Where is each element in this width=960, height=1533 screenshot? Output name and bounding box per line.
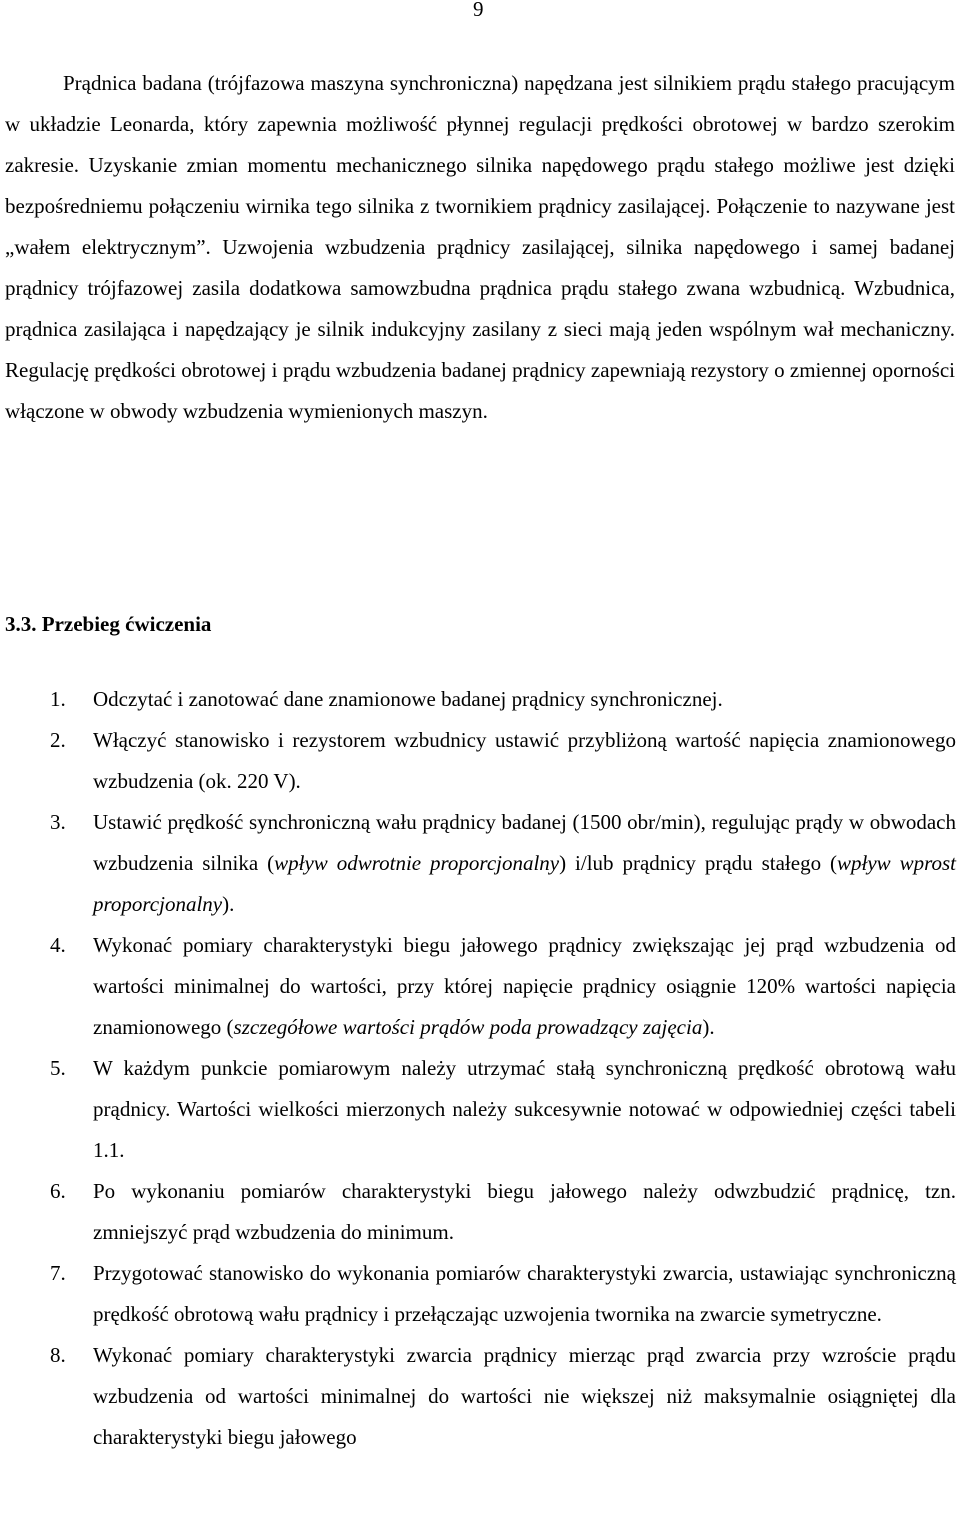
step-italic-note: wpływ wprost proporcjonalny (93, 851, 956, 916)
procedure-step-5 (0, 1048, 956, 1171)
step-number: 5. (50, 1056, 66, 1080)
step-number: 8. (50, 1343, 66, 1367)
intro-sentence-1: Prądnica badana (trójfazowa maszyna synchroniczna) napędzana jest silnikiem prądu stałego pracującym w układzie Leonarda, który zapewnia możliwość płynnej regulacji prędkości obrotowej w bardzo szerokim zakresie. (5, 71, 955, 177)
step-number: 1. (50, 687, 66, 711)
procedure-step-7 (0, 1253, 956, 1335)
step-text-part: Ustawić prędkość synchroniczną wału prądnicy badanej (1500 obr/min), regulując prądy w obwodach wzbudzenia silnika ( (93, 810, 956, 875)
step-text-part: Wykonać pomiary charakterystyki biegu jałowego prądnicy zwiększając jej prąd wzbudzenia od wartości minimalnej do wartości, przy której napięcie prądnicy osiągnie 120% wartości napięcia znamionowego ( (93, 933, 956, 1039)
step-text: Odczytać i zanotować dane znamionowe badanej prądnicy synchronicznej. (93, 687, 723, 711)
procedure-steps-list (0, 679, 956, 1458)
step-text: Wykonać pomiary charakterystyki zwarcia prądnicy mierząc prąd zwarcia przy wzroście prądu wzbudzenia od wartości minimalnej do wartości nie większej niż maksymalnie osiągniętej dla charakterystyki biegu jałowego (93, 1343, 956, 1449)
procedure-step-8 (0, 1335, 956, 1458)
step-number: 3. (50, 810, 66, 834)
intro-sentence-2: Uzyskanie zmian momentu mechanicznego silnika napędowego prądu stałego możliwe jest dzięki bezpośredniemu połączeniu wirnika tego silnika z twornikiem prądnicy zasilającej. (5, 153, 955, 218)
page-number: 9 (473, 0, 484, 21)
procedure-step-2 (0, 720, 956, 802)
step-text-part: ) i/lub prądnicy prądu stałego ( (559, 851, 837, 875)
step-text-part: ). (222, 892, 235, 916)
step-number: 2. (50, 728, 66, 752)
procedure-step-3 (0, 802, 956, 925)
step-text (93, 802, 956, 925)
step-text: Przygotować stanowisko do wykonania pomiarów charakterystyki zwarcia, ustawiając synchroniczną prędkość obrotową wału prądnicy i przełączając uzwojenia twornika na zwarcie symetryczne. (93, 1261, 956, 1326)
step-text: W każdym punkcie pomiarowym należy utrzymać stałą synchroniczną prędkość obrotową wału prądnicy. Wartości wielkości mierzonych należy sukcesywnie notować w odpowiedniej części tabeli 1.1. (93, 1056, 956, 1162)
intro-sentence-5: Wzbudnica, prądnica zasilająca i napędzający je silnik indukcyjny zasilany z sieci mają jeden wspólnym wał mechaniczny. (5, 276, 955, 341)
intro-sentence-3: Połączenie to nazywane jest „wałem elektrycznym”. (5, 194, 956, 259)
step-text: Włączyć stanowisko i rezystorem wzbudnicy ustawić przybliżoną wartość napięcia znamionowego wzbudzenia (ok. 220 V). (93, 728, 956, 793)
procedure-step-4 (0, 925, 956, 1048)
step-number: 6. (50, 1179, 66, 1203)
step-text (93, 925, 956, 1048)
step-number: 4. (50, 933, 66, 957)
step-italic-note: wpływ odwrotnie proporcjonalny (274, 851, 560, 875)
section-heading: 3.3. Przebieg ćwiczenia (5, 612, 212, 636)
intro-paragraph (5, 63, 955, 432)
step-text-part: ). (702, 1015, 715, 1039)
step-text: Po wykonaniu pomiarów charakterystyki biegu jałowego należy odwzbudzić prądnicę, tzn. zmniejszyć prąd wzbudzenia do minimum. (93, 1179, 956, 1244)
intro-sentence-4: Uzwojenia wzbudzenia prądnicy zasilającej, silnika napędowego i samej badanej prądnicy trójfazowej zasila dodatkowa samowzbudna prądnica prądu stałego zwana wzbudnicą. (5, 235, 956, 300)
procedure-step-6 (0, 1171, 956, 1253)
step-italic-note: szczegółowe wartości prądów poda prowadzący zajęcia (233, 1015, 703, 1039)
intro-sentence-6: Regulację prędkości obrotowej i prądu wzbudzenia badanej prądnicy zapewniają rezystory o zmiennej oporności włączone w obwody wzbudzenia wymienionych maszyn. (5, 358, 955, 423)
procedure-step-1 (0, 679, 956, 720)
step-number: 7. (50, 1261, 66, 1285)
